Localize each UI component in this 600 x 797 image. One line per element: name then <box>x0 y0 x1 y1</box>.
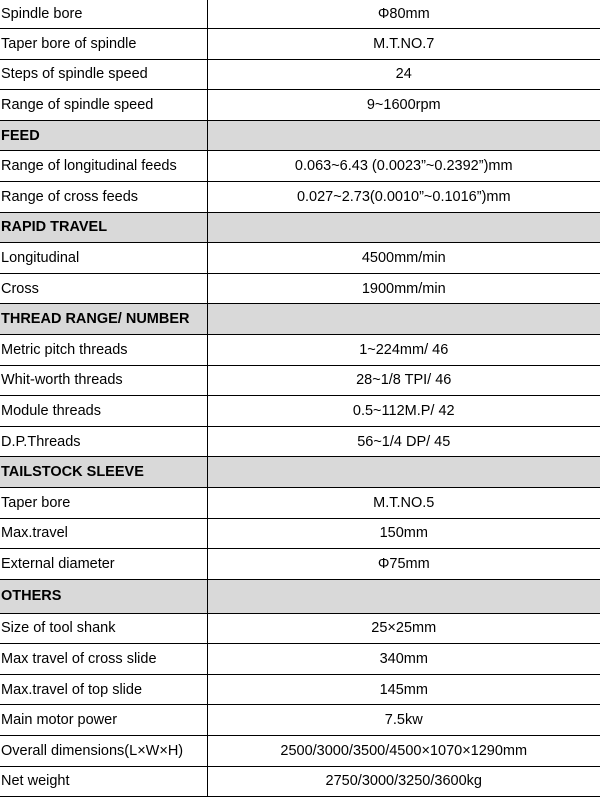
spec-label: Range of spindle speed <box>0 90 207 121</box>
spec-value: 28~1/8 TPI/ 46 <box>207 365 600 396</box>
table-row <box>0 396 600 427</box>
table-row <box>0 518 600 549</box>
spec-label: Size of tool shank <box>0 613 207 644</box>
table-row <box>0 151 600 182</box>
spec-label: Max.travel of top slide <box>0 674 207 705</box>
section-header-row <box>0 579 600 613</box>
spec-label: Metric pitch threads <box>0 334 207 365</box>
section-title: THREAD RANGE/ NUMBER <box>0 304 207 335</box>
spec-value: 340mm <box>207 644 600 675</box>
spec-label: Max travel of cross slide <box>0 644 207 675</box>
section-header-row <box>0 212 600 243</box>
spec-label: Range of cross feeds <box>0 181 207 212</box>
spec-label: Range of longitudinal feeds <box>0 151 207 182</box>
table-row <box>0 736 600 767</box>
spec-value: M.T.NO.7 <box>207 29 600 60</box>
spec-value: 2500/3000/3500/4500×1070×1290mm <box>207 736 600 767</box>
spec-value: 0.027~2.73(0.0010”~0.1016”)mm <box>207 181 600 212</box>
spec-label: Taper bore <box>0 487 207 518</box>
spec-label: Taper bore of spindle <box>0 29 207 60</box>
table-row <box>0 549 600 580</box>
table-row <box>0 613 600 644</box>
section-title: OTHERS <box>0 579 207 613</box>
table-row <box>0 90 600 121</box>
table-row <box>0 243 600 274</box>
spec-value: 145mm <box>207 674 600 705</box>
spec-value: 7.5kw <box>207 705 600 736</box>
table-row <box>0 334 600 365</box>
spec-value: 9~1600rpm <box>207 90 600 121</box>
table-row <box>0 487 600 518</box>
section-header-row <box>0 457 600 488</box>
table-row <box>0 644 600 675</box>
table-row <box>0 705 600 736</box>
spec-label: Module threads <box>0 396 207 427</box>
spec-label: Cross <box>0 273 207 304</box>
spec-label: Longitudinal <box>0 243 207 274</box>
spec-label: Net weight <box>0 766 207 797</box>
spec-value: 2750/3000/3250/3600kg <box>207 766 600 797</box>
section-blank-cell <box>207 304 600 335</box>
table-row <box>0 365 600 396</box>
spec-value: M.T.NO.5 <box>207 487 600 518</box>
section-blank-cell <box>207 579 600 613</box>
spec-value: Φ80mm <box>207 0 600 29</box>
section-blank-cell <box>207 212 600 243</box>
spec-value: 150mm <box>207 518 600 549</box>
table-row <box>0 29 600 60</box>
section-title: TAILSTOCK SLEEVE <box>0 457 207 488</box>
spec-label: D.P.Threads <box>0 426 207 457</box>
spec-value: 1~224mm/ 46 <box>207 334 600 365</box>
section-header-row <box>0 120 600 151</box>
spec-label: Whit-worth threads <box>0 365 207 396</box>
table-row <box>0 0 600 29</box>
spec-value: 25×25mm <box>207 613 600 644</box>
spec-value: 4500mm/min <box>207 243 600 274</box>
table-row <box>0 766 600 797</box>
spec-label: Spindle bore <box>0 0 207 29</box>
table-row <box>0 273 600 304</box>
section-blank-cell <box>207 457 600 488</box>
spec-label: Overall dimensions(L×W×H) <box>0 736 207 767</box>
table-row <box>0 426 600 457</box>
table-row <box>0 181 600 212</box>
spec-label: Steps of spindle speed <box>0 59 207 90</box>
spec-value: 24 <box>207 59 600 90</box>
spec-value: 0.063~6.43 (0.0023”~0.2392”)mm <box>207 151 600 182</box>
spec-label: Max.travel <box>0 518 207 549</box>
spec-value: Φ75mm <box>207 549 600 580</box>
spec-label: External diameter <box>0 549 207 580</box>
spec-value: 56~1/4 DP/ 45 <box>207 426 600 457</box>
section-blank-cell <box>207 120 600 151</box>
spec-label: Main motor power <box>0 705 207 736</box>
spec-value: 0.5~112M.P/ 42 <box>207 396 600 427</box>
section-title: RAPID TRAVEL <box>0 212 207 243</box>
table-row <box>0 59 600 90</box>
spec-value: 1900mm/min <box>207 273 600 304</box>
table-row <box>0 674 600 705</box>
section-title: FEED <box>0 120 207 151</box>
section-header-row <box>0 304 600 335</box>
